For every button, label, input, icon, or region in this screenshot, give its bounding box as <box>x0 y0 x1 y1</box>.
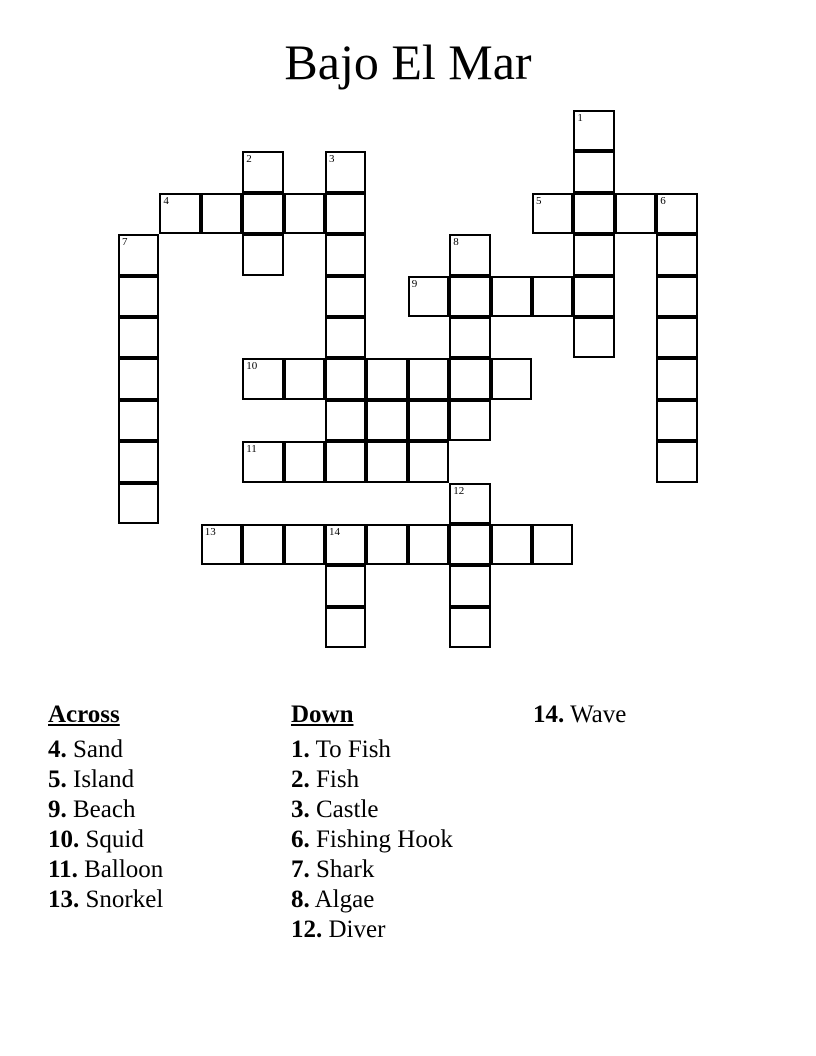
grid-cell[interactable] <box>242 151 283 192</box>
grid-cell[interactable] <box>284 524 325 565</box>
cell-number: 11 <box>246 443 257 456</box>
cell-number: 7 <box>122 236 128 249</box>
grid-cell[interactable] <box>284 358 325 399</box>
clue-text: Fishing Hook <box>316 826 453 853</box>
grid-cell[interactable] <box>366 524 407 565</box>
cell-number: 8 <box>453 236 459 249</box>
grid-cell[interactable] <box>325 193 366 234</box>
down-heading: Down <box>291 701 354 728</box>
grid-cell[interactable] <box>449 317 490 358</box>
grid-cell[interactable] <box>656 234 697 275</box>
down-clues <box>291 700 453 945</box>
grid-cell[interactable] <box>242 358 283 399</box>
grid-cell[interactable] <box>491 524 532 565</box>
clue-item <box>291 795 453 825</box>
grid-cell[interactable] <box>242 193 283 234</box>
clue-item <box>291 735 453 765</box>
grid-cell[interactable] <box>118 358 159 399</box>
grid-cell[interactable] <box>656 400 697 441</box>
clue-text: Shark <box>316 856 375 883</box>
clue-item <box>291 915 453 945</box>
clue-text: Snorkel <box>85 886 164 913</box>
clue-text: Balloon <box>84 856 164 883</box>
grid-cell[interactable] <box>573 276 614 317</box>
cell-number: 1 <box>577 112 583 124</box>
clue-text: Wave <box>570 701 627 728</box>
grid-cell[interactable] <box>118 400 159 441</box>
clue-item <box>48 795 163 825</box>
grid-cell[interactable] <box>449 565 490 606</box>
grid-cell[interactable] <box>573 110 614 151</box>
cell-number: 13 <box>204 526 216 538</box>
grid-cell[interactable] <box>284 441 325 482</box>
grid-cell[interactable] <box>366 400 407 441</box>
grid-cell[interactable] <box>656 441 697 482</box>
grid-cell[interactable] <box>656 358 697 399</box>
grid-cell[interactable] <box>242 441 283 482</box>
grid-cell[interactable] <box>573 234 614 275</box>
clue-item <box>48 885 163 915</box>
grid-cell[interactable] <box>449 400 490 441</box>
grid-cell[interactable] <box>656 317 697 358</box>
clue-item <box>48 735 163 765</box>
clue-text: Sand <box>73 736 123 763</box>
grid-cell[interactable] <box>449 234 490 275</box>
down-clues-continued <box>533 700 626 730</box>
clue-number: 14. <box>533 701 565 728</box>
grid-cell[interactable] <box>449 483 490 524</box>
grid-cell[interactable] <box>325 234 366 275</box>
clue-number: 10. <box>48 826 80 853</box>
grid-cell[interactable] <box>656 193 697 234</box>
clue-text: Diver <box>328 916 386 943</box>
grid-cell[interactable] <box>408 276 449 317</box>
grid-cell[interactable] <box>201 193 242 234</box>
grid-cell[interactable] <box>325 317 366 358</box>
grid-cell[interactable] <box>408 524 449 565</box>
grid-cell[interactable] <box>325 607 366 648</box>
cell-number: 14 <box>329 526 340 538</box>
grid-cell[interactable] <box>449 607 490 648</box>
clue-number: 13. <box>48 886 80 913</box>
clue-number: 9. <box>48 796 67 823</box>
clue-number: 1. <box>291 736 310 763</box>
grid-cell[interactable] <box>408 358 449 399</box>
clue-number: 5. <box>48 766 67 793</box>
grid-cell[interactable] <box>408 441 449 482</box>
clue-number: 2. <box>291 766 310 793</box>
grid-cell[interactable] <box>449 276 490 317</box>
clue-text: Fish <box>316 766 360 793</box>
grid-cell[interactable] <box>532 193 573 234</box>
grid-cell[interactable] <box>449 524 490 565</box>
grid-cell[interactable] <box>325 151 366 192</box>
cell-number: 12 <box>453 484 465 497</box>
grid-cell[interactable] <box>325 441 366 482</box>
grid-cell[interactable] <box>325 524 366 565</box>
grid-cell[interactable] <box>325 358 366 399</box>
clue-item <box>291 765 453 795</box>
clue-item <box>48 855 163 885</box>
clue-item <box>291 825 453 855</box>
clue-text: Squid <box>85 826 144 853</box>
grid-cell[interactable] <box>118 234 159 275</box>
grid-cell[interactable] <box>118 317 159 358</box>
clue-text: Algae <box>314 886 375 913</box>
grid-cell[interactable] <box>573 317 614 358</box>
clue-number: 7. <box>291 856 310 883</box>
cell-number: 9 <box>411 277 418 290</box>
grid-cell[interactable] <box>118 483 159 524</box>
grid-cell[interactable] <box>532 276 573 317</box>
grid-cell[interactable] <box>159 193 200 234</box>
grid-cell[interactable] <box>491 276 532 317</box>
grid-cell[interactable] <box>325 400 366 441</box>
grid-cell[interactable] <box>118 441 159 482</box>
clue-number: 12. <box>291 916 323 943</box>
grid-cell[interactable] <box>366 441 407 482</box>
grid-cell[interactable] <box>242 524 283 565</box>
page-title: Bajo El Mar <box>284 34 532 90</box>
cell-number: 10 <box>246 360 258 373</box>
grid-cell[interactable] <box>491 358 532 399</box>
clue-item <box>291 855 453 885</box>
cell-number: 5 <box>536 194 542 207</box>
grid-cell[interactable] <box>118 276 159 317</box>
cell-number: 3 <box>329 153 335 166</box>
grid-cell[interactable] <box>325 276 366 317</box>
clue-number: 8. <box>291 886 310 913</box>
clue-number: 4. <box>48 736 67 763</box>
grid-cell[interactable] <box>656 276 697 317</box>
clue-item <box>533 700 626 730</box>
cell-number: 6 <box>660 194 666 207</box>
cell-number: 2 <box>246 153 252 166</box>
grid-cell[interactable] <box>325 565 366 606</box>
clue-item <box>48 765 163 795</box>
grid-cell[interactable] <box>449 358 490 399</box>
grid-cell[interactable] <box>408 400 449 441</box>
clue-number: 3. <box>291 796 310 823</box>
clue-text: Beach <box>73 796 136 823</box>
grid-cell[interactable] <box>366 358 407 399</box>
grid-cell[interactable] <box>201 524 242 565</box>
across-heading: Across <box>48 701 120 728</box>
clue-number: 6. <box>291 826 310 853</box>
clue-number: 11. <box>48 856 78 883</box>
clue-text: Island <box>73 766 135 793</box>
grid-cell[interactable] <box>573 193 614 234</box>
clue-text: To Fish <box>315 736 391 763</box>
clue-text: Castle <box>316 796 379 823</box>
across-clues <box>48 700 163 915</box>
clue-item <box>48 825 163 855</box>
cell-number: 4 <box>163 194 169 207</box>
grid-cell[interactable] <box>242 234 283 275</box>
clue-item <box>291 885 453 915</box>
grid-cell[interactable] <box>532 524 573 565</box>
grid-cell[interactable] <box>573 151 614 192</box>
grid-cell[interactable] <box>284 193 325 234</box>
grid-cell[interactable] <box>615 193 656 234</box>
